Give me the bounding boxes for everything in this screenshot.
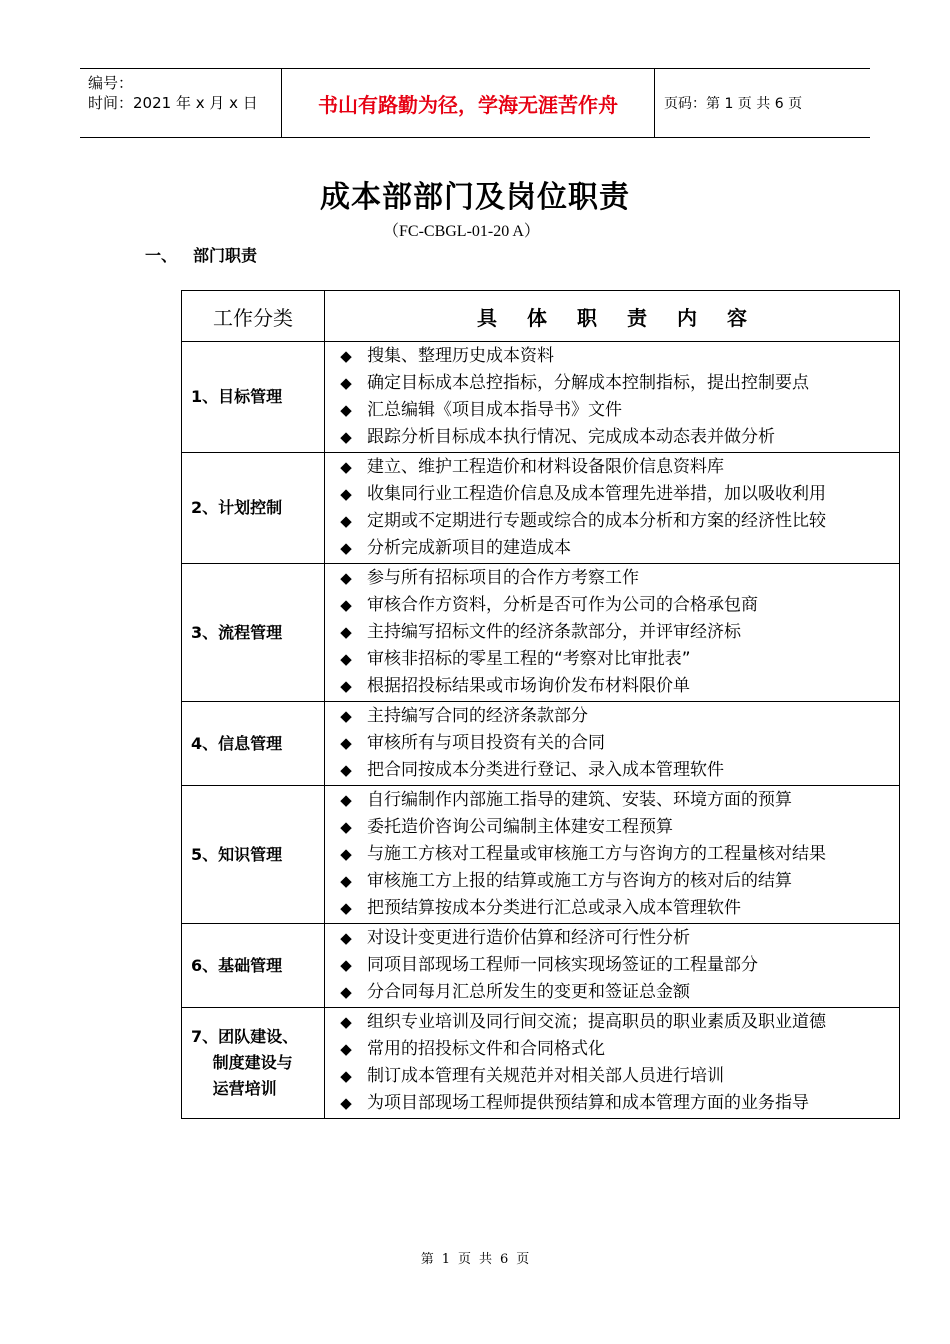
document-title: 成本部部门及岗位职责 (320, 180, 630, 215)
footer-total-unit: 页 (516, 1252, 530, 1267)
diamond-bullet-icon: ◆ (340, 401, 352, 419)
list-item-text: 定期或不定期进行专题或综合的成本分析和方案的经济性比较 (367, 511, 826, 531)
diamond-bullet-icon: ◆ (340, 1040, 352, 1058)
list-item (325, 454, 899, 481)
diamond-bullet-icon: ◆ (340, 791, 352, 809)
list-item-text: 审核施工方上报的结算或施工方与咨询方的核对后的结算 (367, 871, 792, 891)
list-item (325, 370, 899, 397)
footer-total-prefix: 共 (479, 1252, 493, 1267)
diamond-bullet-icon: ◆ (340, 872, 352, 890)
table-row (182, 453, 900, 564)
list-item-text: 对设计变更进行造价估算和经济可行性分析 (367, 928, 690, 948)
list-item-text: 组织专业培训及同行间交流；提高职员的职业素质及职业道德 (367, 1012, 826, 1032)
list-item-text: 与施工方核对工程量或审核施工方与咨询方的工程量核对结果 (367, 844, 826, 864)
list-item (325, 814, 899, 841)
list-item (325, 979, 899, 1006)
list-item-text: 建立、维护工程造价和材料设备限价信息资料库 (367, 457, 724, 477)
list-item-text: 同项目部现场工程师一同核实现场签证的工程量部分 (367, 955, 758, 975)
list-item (325, 757, 899, 784)
duty-list-cell (325, 702, 900, 786)
diamond-bullet-icon: ◆ (340, 1094, 352, 1112)
list-item (325, 952, 899, 979)
header-meta (88, 73, 258, 113)
category-cell: 2、计划控制 (182, 453, 325, 564)
diamond-bullet-icon: ◆ (340, 1067, 352, 1085)
section-number: 一、 (145, 246, 178, 265)
category-cell: 4、信息管理 (182, 702, 325, 786)
diamond-bullet-icon: ◆ (340, 347, 352, 365)
list-item-text: 制订成本管理有关规范并对相关部人员进行培训 (367, 1066, 724, 1086)
list-item-text: 参与所有招标项目的合作方考察工作 (367, 568, 639, 588)
duty-list-cell (325, 564, 900, 702)
diamond-bullet-icon: ◆ (340, 485, 352, 503)
list-item-text: 审核所有与项目投资有关的合同 (367, 733, 605, 753)
diamond-bullet-icon: ◆ (340, 539, 352, 557)
table-row (182, 702, 900, 786)
list-item-text: 为项目部现场工程师提供预结算和成本管理方面的业务指导 (367, 1093, 809, 1113)
list-item-text: 委托造价咨询公司编制主体建安工程预算 (367, 817, 673, 837)
list-item-text: 把合同按成本分类进行登记、录入成本管理软件 (367, 760, 724, 780)
list-item-text: 把预结算按成本分类进行汇总或录入成本管理软件 (367, 898, 741, 918)
diamond-bullet-icon: ◆ (340, 623, 352, 641)
list-item (325, 1009, 899, 1036)
list-item-text: 分析完成新项目的建造成本 (367, 538, 571, 558)
list-item-text: 审核合作方资料，分析是否可作为公司的合格承包商 (367, 595, 758, 615)
table-row (182, 924, 900, 1008)
list-item (325, 673, 899, 700)
diamond-bullet-icon: ◆ (340, 1013, 352, 1031)
list-item-text: 审核非招标的零星工程的“考察对比审批表” (367, 649, 691, 669)
diamond-bullet-icon: ◆ (340, 899, 352, 917)
duty-list-cell (325, 342, 900, 453)
table-row (182, 564, 900, 702)
category-cell: 6、基础管理 (182, 924, 325, 1008)
list-item (325, 592, 899, 619)
list-item-text: 根据招投标结果或市场询价发布材料限价单 (367, 676, 690, 696)
list-item (325, 397, 899, 424)
category-cell: 5、知识管理 (182, 786, 325, 924)
duty-list-cell (325, 1008, 900, 1119)
list-item (325, 1036, 899, 1063)
diamond-bullet-icon: ◆ (340, 596, 352, 614)
list-item-text: 主持编写合同的经济条款部分 (367, 706, 588, 726)
list-item (325, 787, 899, 814)
category-line: 制度建设与 (191, 1053, 293, 1072)
list-item (325, 481, 899, 508)
diamond-bullet-icon: ◆ (340, 956, 352, 974)
list-item (325, 1063, 899, 1090)
diamond-bullet-icon: ◆ (340, 650, 352, 668)
list-item (325, 1090, 899, 1117)
list-item (325, 646, 899, 673)
footer-page-prefix: 第 (420, 1252, 434, 1267)
duty-list-cell (325, 786, 900, 924)
header-motto: 书山有路勤为径，学海无涯苦作舟 (281, 69, 655, 137)
list-item-text: 收集同行业工程造价信息及成本管理先进举措，加以吸收利用 (367, 484, 826, 504)
category-cell: 3、流程管理 (182, 564, 325, 702)
header-category-cell: 工作分类 (182, 291, 325, 342)
table-row (182, 342, 900, 453)
diamond-bullet-icon: ◆ (340, 845, 352, 863)
list-item-text: 自行编制作内部施工指导的建筑、安装、环境方面的预算 (367, 790, 792, 810)
list-item-text: 搜集、整理历史成本资料 (367, 346, 554, 366)
diamond-bullet-icon: ◆ (340, 677, 352, 695)
number-label: 编号： (88, 74, 134, 92)
list-item-text: 主持编写招标文件的经济条款部分，并评审经济标 (367, 622, 741, 642)
diamond-bullet-icon: ◆ (340, 374, 352, 392)
list-item (325, 508, 899, 535)
table-row (182, 786, 900, 924)
list-item-text: 确定目标成本总控指标，分解成本控制指标，提出控制要点 (367, 373, 809, 393)
list-item (325, 841, 899, 868)
diamond-bullet-icon: ◆ (340, 818, 352, 836)
list-item (325, 535, 899, 562)
diamond-bullet-icon: ◆ (340, 707, 352, 725)
list-item-text: 跟踪分析目标成本执行情况、完成成本动态表并做分析 (367, 427, 775, 447)
section-heading (145, 243, 257, 266)
category-cell: 1、目标管理 (182, 342, 325, 453)
list-item (325, 925, 899, 952)
list-item (325, 343, 899, 370)
footer-page-number: 1 (441, 1252, 450, 1267)
diamond-bullet-icon: ◆ (340, 761, 352, 779)
section-title: 部门职责 (193, 246, 258, 265)
diamond-bullet-icon: ◆ (340, 512, 352, 530)
document-code: （FC-CBGL-01-20 A） (383, 223, 540, 240)
category-line: 7、团队建设、 (191, 1027, 299, 1046)
duty-list-cell (325, 924, 900, 1008)
duty-list-cell (325, 453, 900, 564)
list-item (325, 565, 899, 592)
list-item (325, 424, 899, 451)
diamond-bullet-icon: ◆ (340, 929, 352, 947)
list-item-text: 常用的招投标文件和合同格式化 (367, 1039, 605, 1059)
diamond-bullet-icon: ◆ (340, 569, 352, 587)
diamond-bullet-icon: ◆ (340, 734, 352, 752)
list-item (325, 730, 899, 757)
table-header-row (182, 291, 900, 342)
duty-table (181, 290, 900, 1119)
diamond-bullet-icon: ◆ (340, 983, 352, 1001)
diamond-bullet-icon: ◆ (340, 458, 352, 476)
list-item (325, 703, 899, 730)
category-cell (182, 1008, 325, 1119)
footer-total-pages: 6 (500, 1252, 509, 1267)
list-item-text: 汇总编辑《项目成本指导书》文件 (367, 400, 622, 420)
document-header (80, 68, 870, 138)
header-content-cell: 具体职责内容 (325, 291, 900, 342)
list-item (325, 895, 899, 922)
table-row (182, 1008, 900, 1119)
diamond-bullet-icon: ◆ (340, 428, 352, 446)
header-page-info: 页码：第 1 页 共 6 页 (664, 96, 803, 112)
footer-page-unit: 页 (457, 1252, 471, 1267)
time-label: 时间：2021 年 x 月 x 日 (88, 94, 258, 112)
page-footer (0, 1248, 950, 1267)
list-item (325, 868, 899, 895)
list-item-text: 分合同每月汇总所发生的变更和签证总金额 (367, 982, 690, 1002)
list-item (325, 619, 899, 646)
category-line: 运营培训 (191, 1079, 277, 1098)
